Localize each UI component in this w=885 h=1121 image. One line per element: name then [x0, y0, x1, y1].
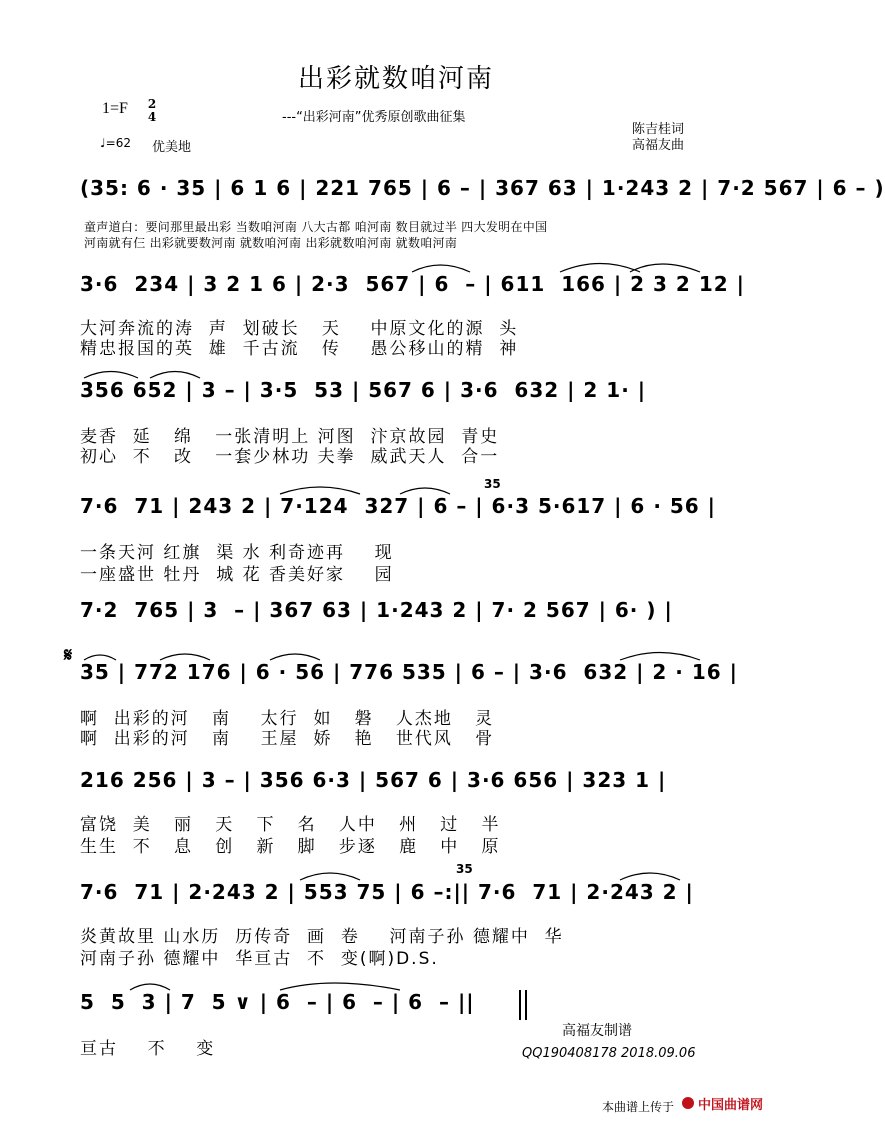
lyricist: 陈吉桂词 — [632, 122, 685, 137]
composer: 高福友曲 — [632, 138, 685, 153]
site-logo-text[interactable]: 中国曲谱网 — [698, 1098, 764, 1113]
slur-mark — [84, 372, 138, 379]
system-4-lyrics-verse-1: 一条天河 红旗 渠 水 利奇迹再 现 — [80, 543, 394, 563]
system-2-lyrics-verse-1: 大河奔流的涛 声 划破长 天 中原文化的源 头 — [80, 319, 519, 339]
segno-sign: 𝄋 — [64, 644, 73, 666]
slur-mark — [630, 264, 700, 272]
system-8-grace-note: 35 — [456, 862, 473, 876]
system-6-notes: 35 | 772 176 | 6 · 56 | 776 535 | 6 – | 3·6 632 | 2 · 16 | — [80, 660, 738, 684]
slur-mark — [270, 654, 320, 660]
slur-mark — [160, 654, 210, 660]
slur-mark — [412, 265, 470, 272]
system-8-notes: 7·6 71 | 2·243 2 | 553 75 | 6 –:|| 7·6 71 | 2·243 2 | — [80, 880, 694, 904]
system-4-grace-note: 35 — [484, 477, 501, 491]
subtitle: ---“出彩河南”优秀原创歌曲征集 — [282, 110, 466, 125]
system-7-notes: 216 256 | 3 – | 356 6·3 | 567 6 | 3·6 656 | 323 1 | — [80, 768, 667, 792]
intro-narration-line-1: 童声道白：要问那里最出彩 当数咱河南 八大古都 咱河南 数目就过半 四大发明在中国 — [84, 220, 548, 234]
system-5-notes: 7·2 765 | 3 – | 367 63 | 1·243 2 | 7· 2 567 | 6· ) | — [80, 598, 673, 622]
intro-narration-line-2: 河南就有仨 出彩就要数河南 就数咱河南 出彩就数咱河南 就数咱河南 — [84, 236, 458, 250]
system-6-lyrics-verse-1: 啊 出彩的河 南 太行 如 磐 人杰地 灵 — [80, 709, 495, 729]
time-signature-bottom: 4 — [147, 110, 157, 124]
system-2-lyrics-verse-2: 精忠报国的英 雄 千古流 传 愚公移山的精 神 — [80, 339, 519, 359]
system-3-notes: 356 652 | 3 – | 3·5 53 | 567 6 | 3·6 632 | 2 1· | — [80, 378, 647, 402]
slur-mark — [620, 873, 680, 880]
slur-mark — [400, 488, 450, 494]
system-4-lyrics-verse-2: 一座盛世 牡丹 城 花 香美好家 园 — [80, 565, 394, 585]
slur-mark — [150, 372, 200, 379]
slur-mark — [84, 655, 116, 660]
system-9-lyrics: 亘古 不 变 — [80, 1039, 216, 1059]
score-maker: 高福友制谱 — [562, 1023, 632, 1039]
system-7-lyrics-verse-2: 生生 不 息 创 新 脚 步逐 鹿 中 原 — [80, 837, 501, 857]
slur-mark — [130, 984, 170, 990]
expression-marking: 优美地 — [152, 140, 192, 155]
system-8-lyrics-verse-2: 河南子孙 德耀中 华亘古 不 变(啊)D.S. — [80, 949, 439, 969]
system-3-lyrics-verse-1: 麦香 延 绵 一张清明上 河图 汴京故园 青史 — [80, 427, 500, 447]
system-8-lyrics-verse-1: 炎黄故里 山水历 历传奇 画 卷 河南子孙 德耀中 华 — [80, 927, 564, 947]
system-6-lyrics-verse-2: 啊 出彩的河 南 王屋 娇 艳 世代风 骨 — [80, 729, 495, 749]
system-4-notes: 7·6 71 | 243 2 | 7·124 327 | 6 – | 6·3 5·617 | 6 · 56 | — [80, 494, 716, 518]
slur-mark — [560, 264, 640, 273]
slur-mark — [300, 873, 360, 880]
song-title: 出彩就数咱河南 — [297, 64, 494, 94]
system-3-lyrics-verse-2: 初心 不 改 一套少林功 夫拳 威武天人 合一 — [80, 447, 500, 467]
site-logo-icon — [682, 1097, 694, 1109]
system-2-notes: 3·6 234 | 3 2 1 6 | 2·3 567 | 6 – | 611 166 | 2 3 2 12 | — [80, 272, 745, 296]
system-7-lyrics-verse-1: 富饶 美 丽 天 下 名 人中 州 过 半 — [80, 815, 501, 835]
slur-mark — [620, 653, 700, 661]
tempo-marking: ♩=62 — [100, 136, 131, 150]
maker-contact-date: QQ190408178 2018.09.06 — [522, 1046, 696, 1061]
upload-note: 本曲谱上传于 — [602, 1100, 675, 1114]
system-9-notes: 5 5 3 | 7 5 ∨ | 6 – | 6 – | 6 – || — [80, 990, 475, 1014]
time-signature-top: 2 — [147, 97, 157, 111]
slur-mark — [280, 983, 400, 990]
key-signature: 1=F — [102, 100, 128, 117]
system-1-notes: (35: 6 · 35 | 6 1 6 | 221 765 | 6 – | 367 63 | 1·243 2 | 7·2 567 | 6 – ) — [80, 176, 885, 200]
slur-mark — [280, 487, 360, 494]
